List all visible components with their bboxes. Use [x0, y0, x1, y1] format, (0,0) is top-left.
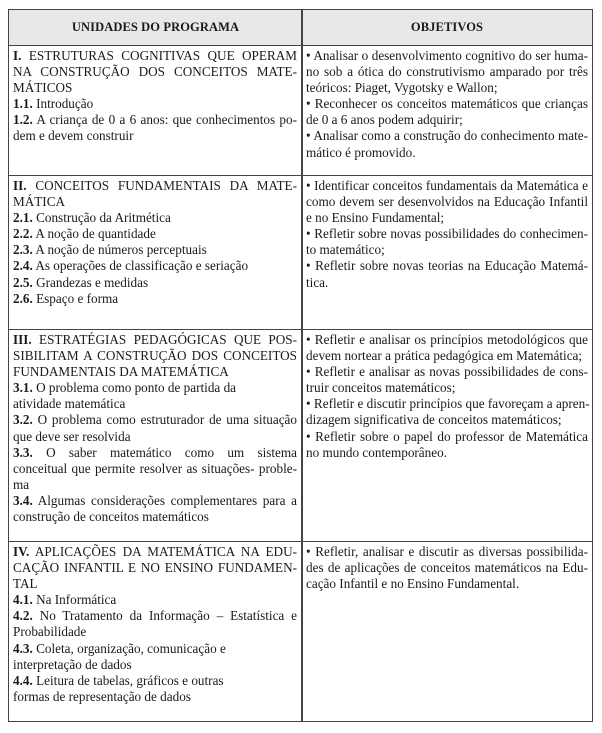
- item-number: 4.1.: [13, 592, 33, 608]
- objective-line: [306, 178, 588, 194]
- unit-item-line: [13, 592, 297, 608]
- unit-item-line: [13, 689, 297, 705]
- unit-item-line: [13, 112, 297, 128]
- objective-text: • Refletir e analisar os princípios metodológicos que: [306, 332, 588, 347]
- objective-line: [306, 560, 588, 576]
- unit-item-line: [13, 96, 297, 112]
- item-text: interpretação de dados: [13, 656, 132, 672]
- item-number: 2.2.: [13, 226, 33, 242]
- item-number: 2.5.: [13, 274, 33, 290]
- unit-title-line: [13, 576, 297, 592]
- objective-line: [306, 275, 588, 291]
- header-objectives: OBJETIVOS: [410, 20, 484, 34]
- unit-title: NA CONSTRUÇÃO DOS CONCEITOS MATE-: [13, 64, 297, 80]
- objective-line: [306, 544, 588, 560]
- item-text: A noção de números perceptuais: [35, 242, 207, 258]
- item-text: dem e devem construir: [13, 128, 134, 144]
- item-number: 4.3.: [13, 640, 33, 656]
- item-text: formas de representação de dados: [13, 688, 191, 704]
- item-number: 2.1.: [13, 210, 33, 226]
- unit-title: ESTRATÉGIAS PEDAGÓGICAS QUE POS-: [39, 332, 297, 347]
- table-row: [9, 176, 592, 330]
- unit-title-line: [13, 332, 297, 348]
- unit-item-line: [13, 128, 297, 144]
- unit-item-line: [13, 657, 297, 673]
- item-number: 3.3.: [13, 444, 33, 460]
- unit-title-line: [13, 80, 297, 96]
- unit-title: TAL: [13, 576, 38, 592]
- unit-title-line: [13, 348, 297, 364]
- item-text: O problema como estruturador de uma situação: [37, 412, 298, 428]
- objectives-cell: [306, 176, 588, 291]
- item-text: atividade matemática: [13, 396, 126, 412]
- objective-text: • Reconhecer os conceitos matemáticos que crianças: [306, 96, 588, 112]
- objective-line: [306, 96, 588, 112]
- item-text: No Tratamento da Informação – Estatística e: [39, 608, 298, 624]
- objective-text: • Refletir sobre o papel do professor de Matemática: [306, 428, 588, 444]
- item-text: As operações de classificação e seriação: [35, 258, 249, 274]
- objective-text: cação Infantil e no Ensino Fundamental.: [306, 576, 520, 592]
- unit-item-line: [13, 210, 297, 226]
- unit-item-line: [13, 445, 297, 461]
- unit-cell: [13, 542, 297, 705]
- item-number: 1.1.: [13, 96, 33, 112]
- objective-line: [306, 48, 588, 64]
- unit-title-line: [13, 194, 297, 210]
- objective-text: • Identificar conceitos fundamentais da Matemática e: [306, 178, 588, 193]
- objective-line: [306, 210, 588, 226]
- header-units: UNIDADES DO PROGRAMA: [71, 20, 240, 34]
- unit-item-line: [13, 412, 297, 428]
- objective-text: • Refletir e analisar as novas possibilidades de cons-: [306, 364, 588, 380]
- objective-text: • Refletir, analisar e discutir as diversas possibilida-: [306, 544, 588, 559]
- table-row: [9, 46, 592, 176]
- unit-item-line: [13, 608, 297, 624]
- unit-title-line: [13, 544, 297, 560]
- item-text: O problema como ponto de partida da: [36, 380, 237, 396]
- item-text: Espaço e forma: [36, 290, 119, 306]
- item-text: Introdução: [36, 96, 94, 112]
- objective-line: [306, 145, 588, 161]
- item-text: Na Informática: [36, 592, 117, 608]
- unit-item-line: [13, 429, 297, 445]
- unit-cell: [13, 46, 297, 145]
- item-number: 3.1.: [13, 380, 33, 396]
- objective-text: to matemático;: [306, 242, 385, 258]
- objective-line: [306, 80, 588, 96]
- objectives-cell: [306, 330, 588, 461]
- objective-text: teóricos: Piaget, Vygotsky e Wallon;: [306, 80, 498, 96]
- unit-title-line: [13, 560, 297, 576]
- unit-title-line: [13, 48, 297, 64]
- objective-line: [306, 429, 588, 445]
- unit-title: CONCEITOS FUNDAMENTAIS DA MATE-: [35, 178, 298, 193]
- table-row: [9, 542, 592, 720]
- item-text: Grandezas e medidas: [36, 274, 149, 290]
- objective-text: e no Ensino Fundamental;: [306, 210, 445, 226]
- objective-line: [306, 576, 588, 592]
- objective-line: [306, 348, 588, 364]
- unit-number: IV.: [13, 544, 30, 559]
- objective-line: [306, 226, 588, 242]
- unit-cell: [13, 176, 297, 307]
- objective-text: • Analisar como a construção do conhecimento mate-: [306, 128, 588, 144]
- objective-line: [306, 364, 588, 380]
- item-text: que deve ser resolvida: [13, 428, 131, 444]
- objective-text: • Analisar o desenvolvimento cognitivo do ser huma-: [306, 48, 588, 63]
- unit-item-line: [13, 624, 297, 640]
- item-number: 2.3.: [13, 242, 33, 258]
- objective-line: [306, 445, 588, 461]
- unit-number: II.: [13, 178, 27, 193]
- objective-line: [306, 128, 588, 144]
- objective-line: [306, 64, 588, 80]
- item-number: 3.2.: [13, 412, 33, 428]
- unit-item-line: [13, 258, 297, 274]
- objective-line: [306, 112, 588, 128]
- item-number: 4.4.: [13, 672, 33, 688]
- objectives-cell: [306, 542, 588, 592]
- unit-item-line: [13, 396, 297, 412]
- unit-title: MÁTICA: [13, 194, 66, 210]
- item-number: 3.4.: [13, 492, 33, 508]
- unit-title: APLICAÇÕES DA MATEMÁTICA NA EDU-: [34, 544, 297, 559]
- unit-item-line: [13, 641, 297, 657]
- item-text: conceitual que permite resolver as situações- proble-: [13, 460, 297, 476]
- unit-title-line: [13, 178, 297, 194]
- unit-item-line: [13, 380, 297, 396]
- unit-item-line: [13, 461, 297, 477]
- item-number: 2.4.: [13, 258, 33, 274]
- objective-text: • Refletir e discutir princípios que favoreçam a apren-: [306, 396, 590, 412]
- objective-text: no sob a ótica do construtivismo amparado por três: [306, 64, 588, 80]
- item-number: 2.6.: [13, 290, 33, 306]
- objective-text: • Refletir sobre novas possibilidades do conhecimen-: [306, 226, 588, 242]
- objective-line: [306, 258, 588, 274]
- unit-title: ESTRUTURAS COGNITIVAS QUE OPERAM: [28, 48, 297, 63]
- objective-text: no mundo contemporâneo.: [306, 444, 447, 460]
- item-text: Probabilidade: [13, 624, 87, 640]
- objective-line: [306, 194, 588, 210]
- table-row: [9, 330, 592, 542]
- item-text: construção de conceitos matemáticos: [13, 509, 209, 525]
- objective-text: des de aplicações de conceitos matemáticos na Edu-: [306, 560, 588, 576]
- unit-title-line: [13, 64, 297, 80]
- program-table: [8, 9, 593, 722]
- item-number: 4.2.: [13, 608, 33, 624]
- item-text: A criança de 0 a 6 anos: que conhecimentos po-: [36, 112, 297, 128]
- unit-item-line: [13, 509, 297, 525]
- unit-item-line: [13, 291, 297, 307]
- unit-title: FUNDAMENTAIS DA MATEMÁTICA: [13, 364, 229, 380]
- objective-text: dizagem significativa de conceitos matemáticos;: [306, 412, 562, 428]
- item-text: ma: [13, 476, 30, 492]
- item-number: 1.2.: [13, 112, 33, 128]
- objective-text: mático é promovido.: [306, 144, 416, 160]
- unit-title: SIBILITAM A CONSTRUÇÃO DOS CONCEITOS: [13, 348, 297, 364]
- unit-item-line: [13, 226, 297, 242]
- objective-text: • Refletir sobre novas teorias na Educação Matemá-: [306, 258, 588, 274]
- unit-cell: [13, 330, 297, 525]
- objective-line: [306, 412, 588, 428]
- unit-title-line: [13, 364, 297, 380]
- item-text: Construção da Aritmética: [36, 210, 171, 226]
- unit-item-line: [13, 242, 297, 258]
- item-text: Algumas considerações complementares para a: [37, 492, 297, 508]
- unit-item-line: [13, 493, 297, 509]
- unit-item-line: [13, 673, 297, 689]
- unit-item-line: [13, 275, 297, 291]
- unit-title: CAÇÃO INFANTIL E NO ENSINO FUNDAMEN-: [13, 560, 297, 576]
- objective-line: [306, 396, 588, 412]
- item-text: A noção de quantidade: [35, 226, 156, 242]
- objective-line: [306, 332, 588, 348]
- objective-text: devem nortear a prática pedagógica em Matemática;: [306, 348, 583, 364]
- unit-number: I.: [13, 48, 22, 63]
- objective-line: [306, 380, 588, 396]
- item-text: O saber matemático como um sistema: [46, 444, 297, 460]
- unit-title: MÁTICOS: [13, 80, 73, 96]
- objective-text: de 0 a 6 anos podem adquirir;: [306, 112, 463, 128]
- objectives-cell: [306, 46, 588, 161]
- unit-number: III.: [13, 332, 32, 347]
- objective-text: como devem ser desenvolvidos na Educação Infantil: [306, 194, 588, 210]
- objective-text: tica.: [306, 274, 329, 290]
- objective-line: [306, 242, 588, 258]
- unit-item-line: [13, 477, 297, 493]
- objective-text: truir conceitos matemáticos;: [306, 380, 456, 396]
- item-text: Coleta, organização, comunicação e: [36, 640, 226, 656]
- item-text: Leitura de tabelas, gráficos e outras: [36, 672, 224, 688]
